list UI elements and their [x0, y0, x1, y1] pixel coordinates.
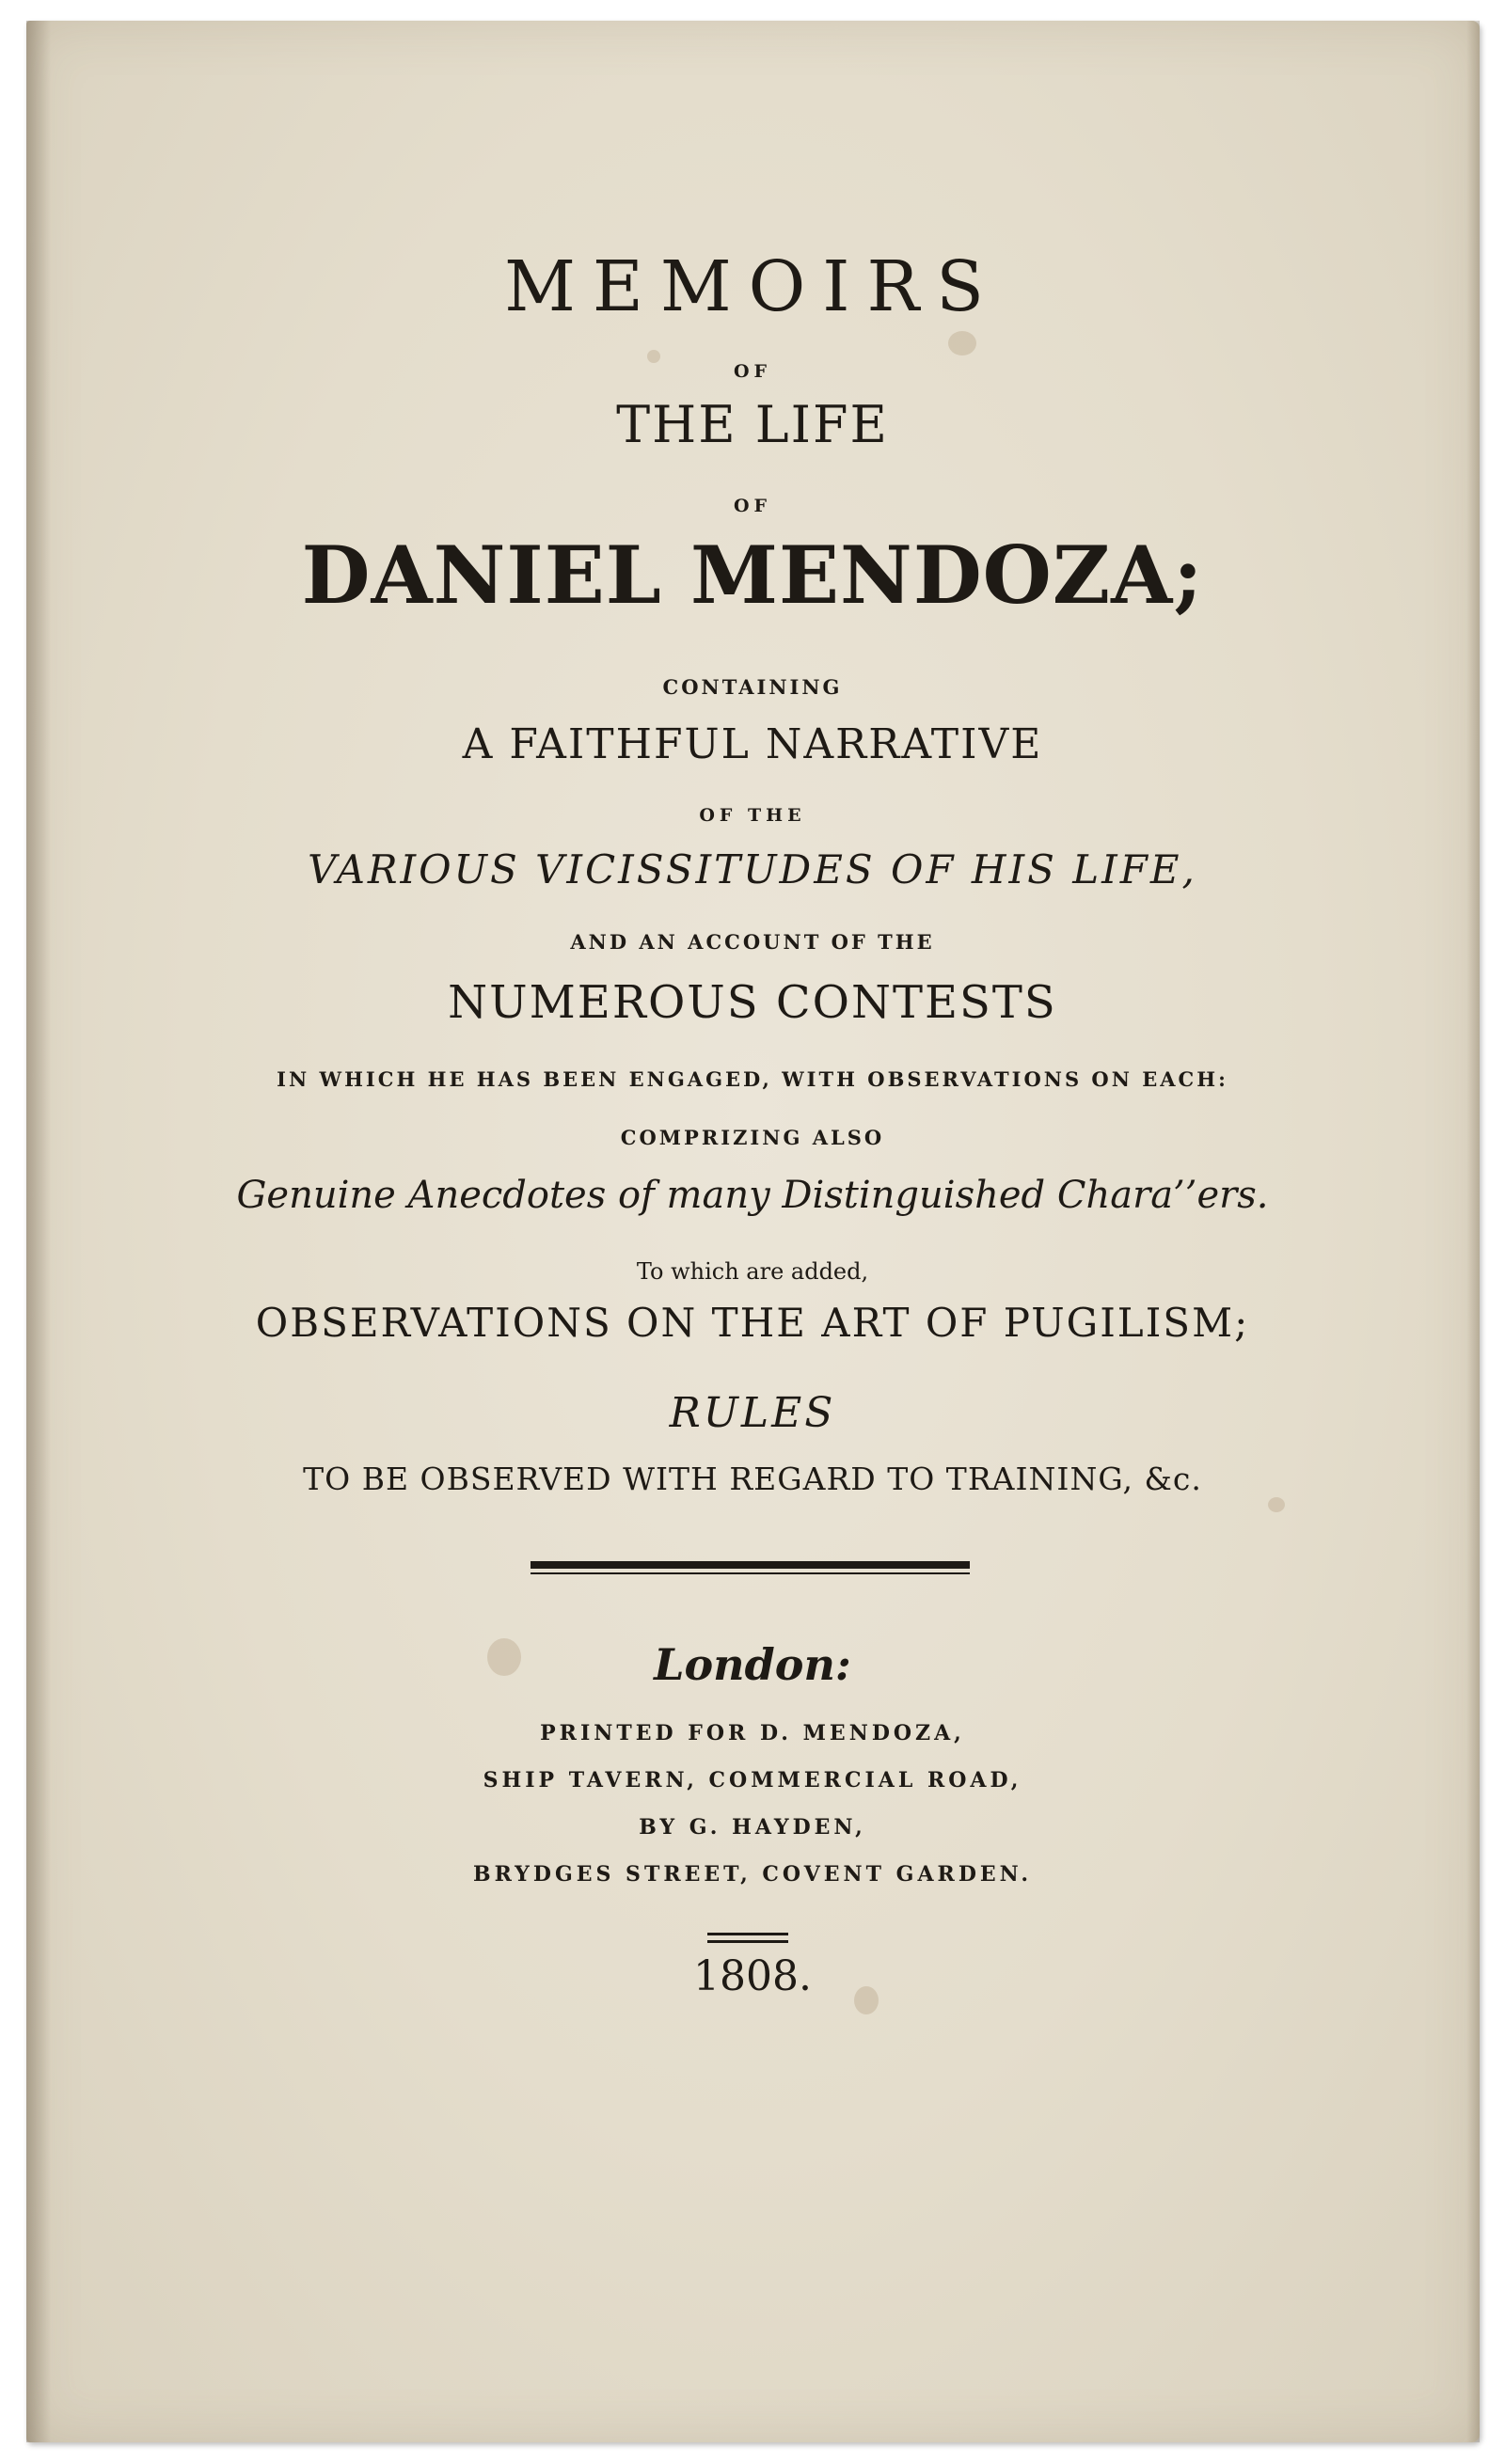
imprint-year: 1808. [693, 1952, 812, 2000]
subtitle-to-which: To which are added, [636, 1258, 869, 1285]
title-of-2: OF [733, 496, 772, 516]
page-edge-shadow [1466, 21, 1480, 2442]
subtitle-training: TO BE OBSERVED WITH REGARD TO TRAINING, &c. [303, 1461, 1202, 1497]
divider-rule-thin [531, 1572, 970, 1574]
subtitle-observations: OBSERVATIONS ON THE ART OF PUGILISM; [255, 1300, 1250, 1346]
imprint-street: BRYDGES STREET, COVENT GARDEN. [472, 1862, 1033, 1887]
divider-rule [531, 1561, 970, 1569]
subtitle-comprizing: COMPRIZING ALSO [620, 1126, 885, 1149]
subtitle-and-account: AND AN ACCOUNT OF THE [570, 930, 935, 954]
foxing-spot [948, 331, 976, 355]
title-page-paper [26, 21, 1480, 2442]
subtitle-rules: RULES [669, 1389, 836, 1437]
spine-shadow [26, 21, 51, 2442]
subtitle-anecdotes: Genuine Anecdotes of many Distinguished Chara’’ers. [236, 1174, 1269, 1217]
imprint-by: BY G. HAYDEN, [639, 1815, 866, 1840]
title-of-1: OF [733, 361, 772, 382]
subtitle-of-the: OF THE [699, 805, 806, 826]
subtitle-faithful-narrative: A FAITHFUL NARRATIVE [462, 720, 1043, 768]
subtitle-containing: CONTAINING [662, 675, 843, 699]
foxing-spot [1268, 1497, 1285, 1512]
imprint-city: London: [654, 1639, 851, 1690]
subtitle-numerous-contests: NUMEROUS CONTESTS [448, 976, 1057, 1029]
title-memoirs: MEMOIRS [504, 246, 1001, 327]
year-rule-lower [707, 1940, 788, 1943]
subtitle-vicissitudes: VARIOUS VICISSITUDES OF HIS LIFE, [308, 846, 1197, 892]
year-rule [707, 1933, 788, 1935]
imprint-printed-for: PRINTED FOR D. MENDOZA, [540, 1721, 965, 1745]
title-the-life: THE LIFE [616, 395, 889, 454]
imprint-tavern: SHIP TAVERN, COMMERCIAL ROAD, [483, 1768, 1022, 1793]
title-name: DANIEL MENDOZA; [301, 529, 1204, 622]
subtitle-engaged-line: IN WHICH HE HAS BEEN ENGAGED, WITH OBSERVATIONS ON EACH: [277, 1067, 1228, 1091]
